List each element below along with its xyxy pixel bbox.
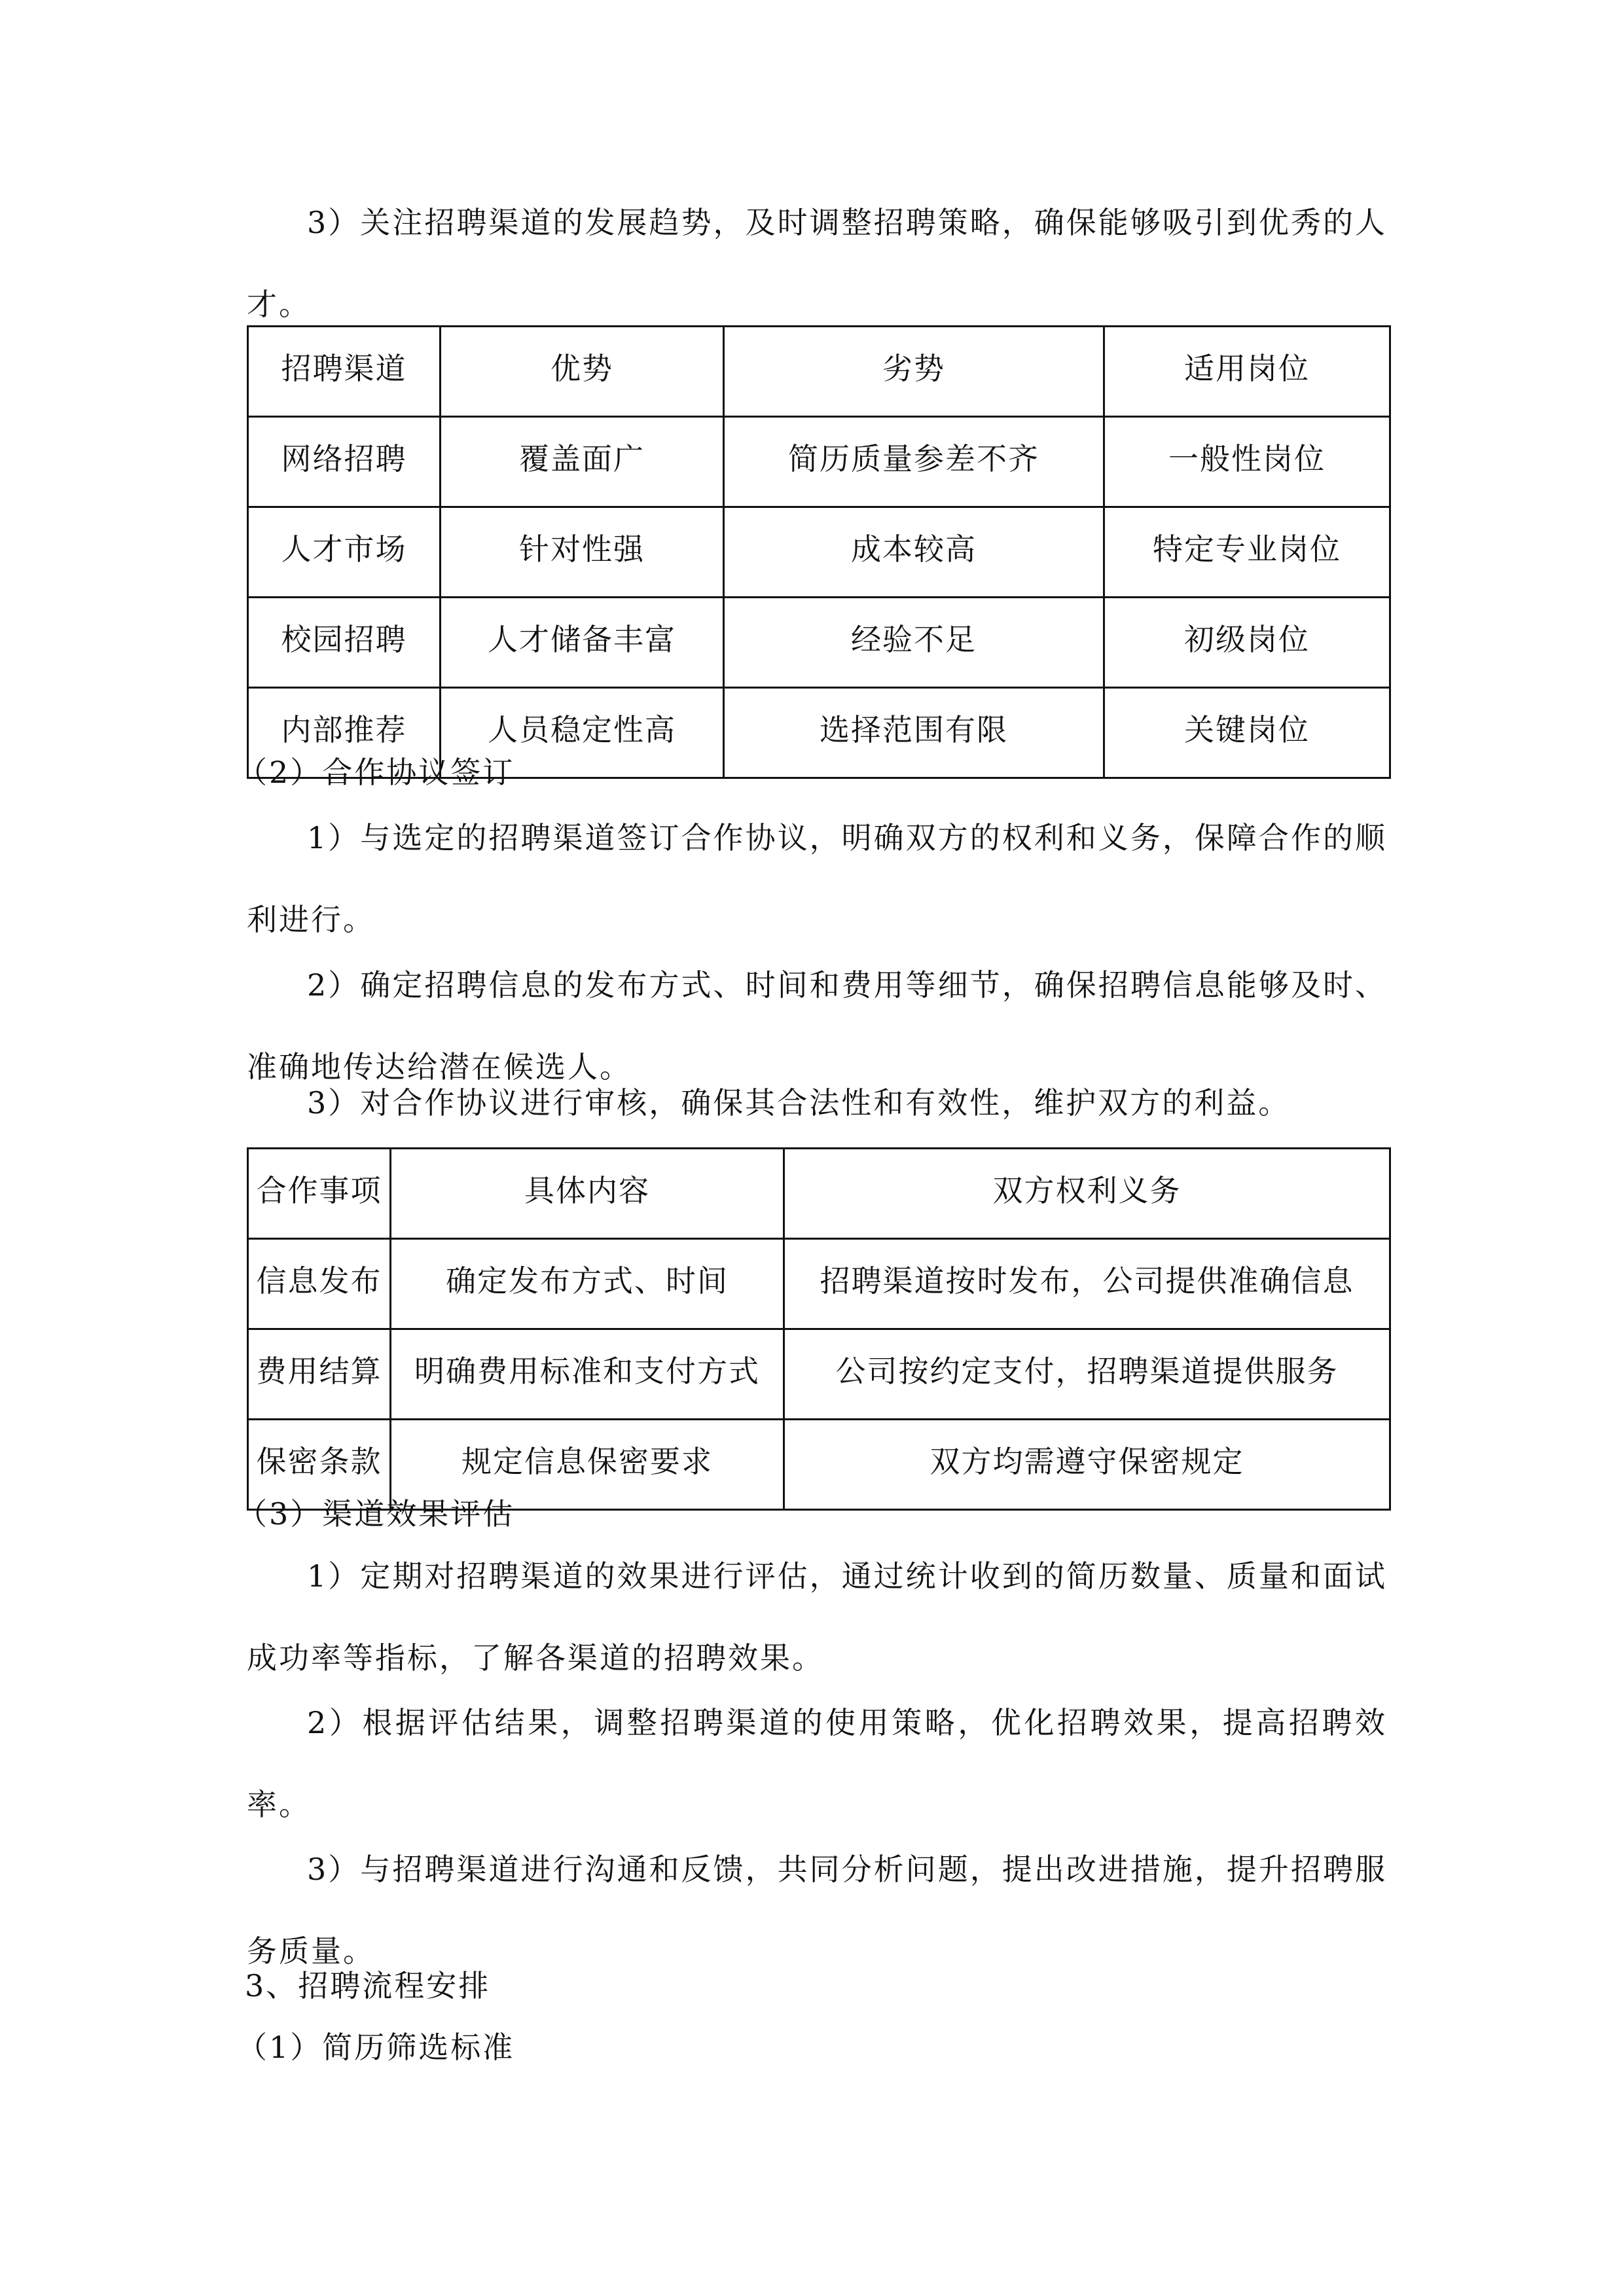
- table-cell: 费用结算: [248, 1329, 391, 1420]
- table-cell: 人才储备丰富: [441, 598, 724, 688]
- table-cell: 规定信息保密要求: [391, 1420, 784, 1510]
- section-heading-process: 3、招聘流程安排: [245, 1968, 491, 2003]
- table-cell: 一般性岗位: [1104, 417, 1390, 507]
- table-cell: 保密条款: [248, 1420, 391, 1510]
- paragraph-agreement-2: 2）确定招聘信息的发布方式、时间和费用等细节，确保招聘信息能够及时、准确地传达给潜在候选人。: [247, 967, 1387, 1085]
- section-heading-agreement: （2）合作协议签订: [237, 755, 515, 790]
- table-cell: 选择范围有限: [724, 688, 1104, 778]
- table-row: [248, 1329, 1390, 1420]
- table-cell: 初级岗位: [1104, 598, 1390, 688]
- agreement-table: [247, 1147, 1391, 1511]
- table-cell: 人才市场: [248, 507, 441, 598]
- table-cell: 简历质量参差不齐: [724, 417, 1104, 507]
- table-cell: 明确费用标准和支付方式: [391, 1329, 784, 1420]
- table-cell: 双方均需遵守保密规定: [784, 1420, 1390, 1510]
- table-header-row: [248, 327, 1390, 417]
- sub-heading-resume-screening: （1）简历筛选标准: [237, 2030, 515, 2065]
- channel-comparison-table: [247, 325, 1391, 779]
- paragraph-agreement-3: 3）对合作协议进行审核，确保其合法性和有效性，维护双方的利益。: [307, 1085, 1291, 1121]
- table-cell: 确定发布方式、时间: [391, 1239, 784, 1329]
- table-header-cell: 适用岗位: [1104, 327, 1390, 417]
- table-header-cell: 具体内容: [391, 1149, 784, 1239]
- paragraph-recruit-trend: 3）关注招聘渠道的发展趋势，及时调整招聘策略，确保能够吸引到优秀的人才。: [247, 205, 1387, 322]
- table-cell: 公司按约定支付，招聘渠道提供服务: [784, 1329, 1390, 1420]
- table-cell: 网络招聘: [248, 417, 441, 507]
- table-cell: 经验不足: [724, 598, 1104, 688]
- table-cell: 信息发布: [248, 1239, 391, 1329]
- table-header-cell: 劣势: [724, 327, 1104, 417]
- table-header-cell: 合作事项: [248, 1149, 391, 1239]
- table-cell: 成本较高: [724, 507, 1104, 598]
- paragraph-evaluation-2: 2）根据评估结果，调整招聘渠道的使用策略，优化招聘效果，提高招聘效率。: [247, 1705, 1387, 1822]
- table-row: [248, 507, 1390, 598]
- table-header-cell: 优势: [441, 327, 724, 417]
- table-row: [248, 1239, 1390, 1329]
- table-cell: 内部推荐: [248, 688, 441, 778]
- table-cell: 校园招聘: [248, 598, 441, 688]
- table-header-cell: 招聘渠道: [248, 327, 441, 417]
- table-cell: 针对性强: [441, 507, 724, 598]
- table-cell: 人员稳定性高: [441, 688, 724, 778]
- paragraph-evaluation-1: 1）定期对招聘渠道的效果进行评估，通过统计收到的简历数量、质量和面试成功率等指标，了解各渠道的招聘效果。: [247, 1558, 1387, 1676]
- table-cell: 招聘渠道按时发布，公司提供准确信息: [784, 1239, 1390, 1329]
- paragraph-evaluation-3: 3）与招聘渠道进行沟通和反馈，共同分析问题，提出改进措施，提升招聘服务质量。: [247, 1852, 1387, 1969]
- table-cell: 关键岗位: [1104, 688, 1390, 778]
- section-heading-evaluation: （3）渠道效果评估: [237, 1496, 515, 1532]
- paragraph-agreement-1: 1）与选定的招聘渠道签订合作协议，明确双方的权利和义务，保障合作的顺利进行。: [247, 820, 1387, 937]
- table-header-row: [248, 1149, 1390, 1239]
- table-row: [248, 598, 1390, 688]
- table-row: [248, 417, 1390, 507]
- table-cell: 特定专业岗位: [1104, 507, 1390, 598]
- table-cell: 覆盖面广: [441, 417, 724, 507]
- table-header-cell: 双方权利义务: [784, 1149, 1390, 1239]
